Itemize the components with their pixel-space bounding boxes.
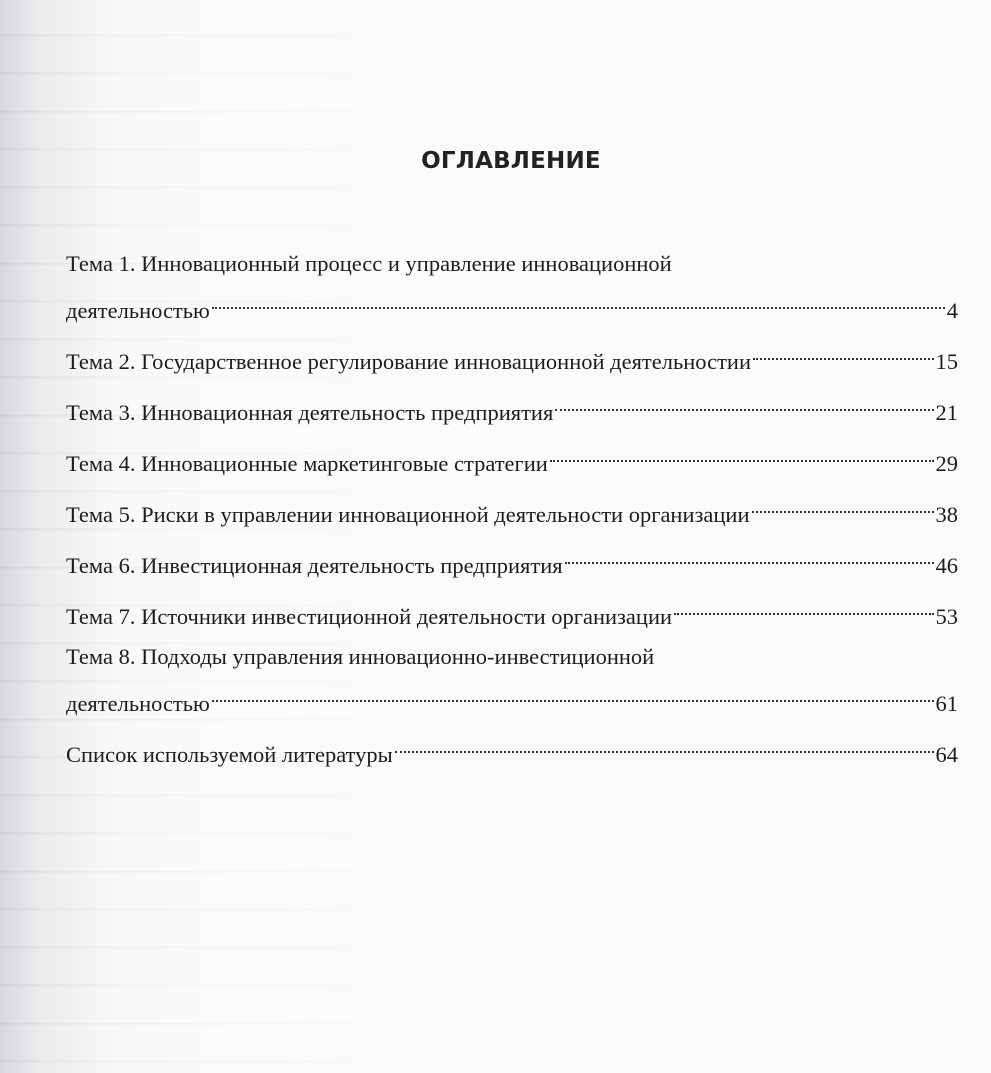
toc-entry-title: Тема 4. Инновационные маркетинговые стратегии [66, 451, 548, 476]
toc-entry-title: Тема 3. Инновационная деятельность предприятия [66, 400, 554, 425]
toc-page-number: 46 [935, 553, 958, 578]
toc-entry-title: Тема 2. Государственное регулирование инновационной деятельностии [66, 349, 751, 374]
toc-entry-9[interactable] [66, 726, 958, 773]
toc-entry-title: Тема 5. Риски в управлении инновационной деятельности организации [66, 502, 750, 527]
toc-entry-7[interactable] [66, 588, 958, 635]
dot-leader [212, 282, 945, 318]
toc-entry-8[interactable] [66, 639, 958, 722]
toc-entry-title: деятельностью [66, 691, 210, 716]
dot-leader [752, 486, 934, 522]
dot-leader [555, 384, 933, 420]
dot-leader [395, 726, 934, 762]
toc-entry-4[interactable] [66, 435, 958, 482]
toc-page-number: 29 [935, 451, 958, 476]
toc-page-number: 21 [935, 400, 958, 425]
page-title: ОГЛАВЛЕНИЕ [421, 148, 601, 174]
toc-page-number: 61 [935, 691, 958, 716]
toc-entry-3[interactable] [66, 384, 958, 431]
toc-page-number: 4 [946, 298, 958, 323]
toc-entry-title: Тема 7. Источники инвестиционной деятельности организации [66, 604, 673, 629]
table-of-contents [66, 246, 958, 777]
toc-entry-title-line: Тема 8. Подходы управления инновационно-инвестиционной [66, 644, 655, 669]
toc-entry-5[interactable] [66, 486, 958, 533]
toc-entry-1[interactable] [66, 246, 958, 329]
toc-page-number: 15 [935, 349, 958, 374]
dot-leader [550, 435, 934, 471]
toc-entry-title: Список используемой литературы [66, 742, 393, 767]
dot-leader [674, 588, 933, 624]
toc-page-number: 38 [935, 502, 958, 527]
dot-leader [753, 333, 934, 369]
toc-entry-title: деятельностью [66, 298, 210, 323]
toc-entry-title: Тема 6. Инвестиционная деятельность предприятия [66, 553, 563, 578]
dot-leader [212, 675, 934, 711]
toc-entry-title-line: Тема 1. Инновационный процесс и управление инновационной [66, 251, 672, 276]
dot-leader [565, 537, 934, 573]
toc-entry-2[interactable] [66, 333, 958, 380]
toc-page-number: 53 [935, 604, 958, 629]
toc-entry-6[interactable] [66, 537, 958, 584]
toc-page-number: 64 [935, 742, 958, 767]
